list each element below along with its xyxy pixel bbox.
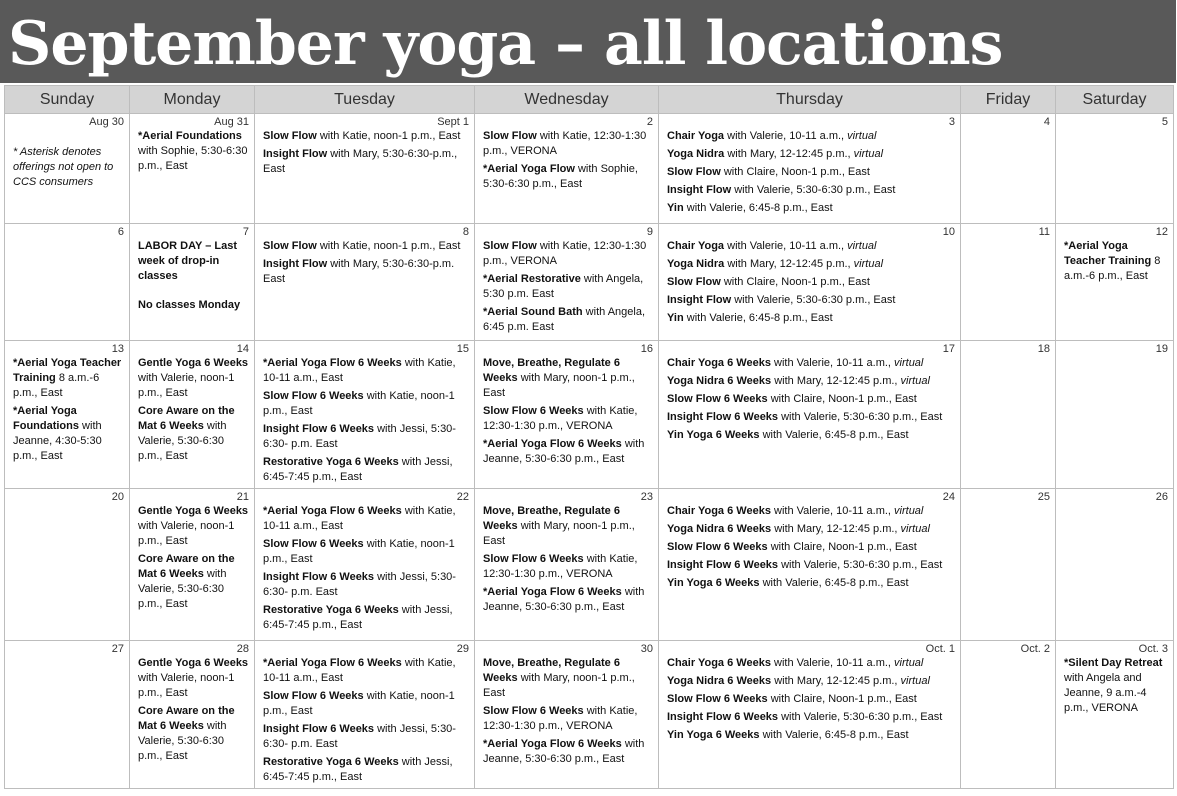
class-detail: with Claire, Noon-1 p.m., East bbox=[767, 693, 917, 705]
class-location-virtual: virtual bbox=[900, 523, 930, 535]
day-cell bbox=[1056, 489, 1174, 641]
class-entry bbox=[667, 183, 955, 198]
class-entry bbox=[667, 201, 955, 216]
class-name: Gentle Yoga 6 Weeks bbox=[138, 505, 249, 517]
class-detail: with Katie, 12:30-1:30 p.m., VERONA bbox=[483, 130, 647, 157]
day-number: 9 bbox=[646, 226, 653, 238]
class-entry bbox=[667, 428, 955, 443]
class-entry bbox=[483, 552, 653, 582]
class-name: Chair Yoga 6 Weeks bbox=[667, 357, 771, 369]
class-name: Insight Flow 6 Weeks bbox=[667, 411, 779, 423]
day-cell bbox=[659, 641, 961, 789]
calendar-week-row bbox=[5, 114, 1174, 224]
class-detail: with Katie, 10-11 a.m., East bbox=[263, 505, 456, 532]
calendar-week-row bbox=[5, 489, 1174, 641]
day-cell bbox=[1056, 641, 1174, 789]
class-detail: with Valerie, noon-1 p.m., East bbox=[138, 520, 235, 547]
class-name: No classes Monday bbox=[138, 299, 241, 311]
class-detail: with Claire, Noon-1 p.m., East bbox=[720, 276, 870, 288]
class-location-virtual: virtual bbox=[894, 505, 924, 517]
class-detail: with Valerie, 5:30-6:30 p.m., East bbox=[138, 720, 227, 762]
day-cell bbox=[130, 641, 255, 789]
class-entry bbox=[138, 552, 249, 612]
weekday-header: Friday bbox=[961, 86, 1056, 114]
day-number: Sept 1 bbox=[437, 116, 469, 128]
class-name: Slow Flow 6 Weeks bbox=[667, 541, 768, 553]
class-name: Yin Yoga 6 Weeks bbox=[667, 429, 760, 441]
class-entry bbox=[667, 257, 955, 272]
class-name: Insight Flow bbox=[667, 184, 732, 196]
class-entry bbox=[263, 537, 469, 567]
class-name: Insight Flow 6 Weeks bbox=[263, 571, 375, 583]
class-entry bbox=[263, 147, 469, 177]
class-name: *Silent Day Retreat bbox=[1064, 657, 1163, 669]
class-name: Yin bbox=[667, 202, 684, 214]
weekday-header: Wednesday bbox=[475, 86, 659, 114]
class-location-virtual: virtual bbox=[894, 657, 924, 669]
weekday-header: Monday bbox=[130, 86, 255, 114]
class-detail: with Valerie, 5:30-6:30 p.m., East bbox=[138, 420, 227, 462]
class-entry bbox=[1064, 656, 1168, 716]
class-detail: with Katie, 12:30-1:30 p.m., VERONA bbox=[483, 405, 638, 432]
day-number: Aug 30 bbox=[89, 116, 124, 128]
class-entry bbox=[263, 257, 469, 287]
class-entry bbox=[667, 710, 955, 725]
class-entry bbox=[483, 239, 653, 269]
class-detail: with Valerie, noon-1 p.m., East bbox=[138, 372, 235, 399]
day-number: 10 bbox=[942, 226, 955, 238]
day-cell bbox=[1056, 341, 1174, 489]
class-name: Insight Flow bbox=[263, 148, 328, 160]
day-cell bbox=[130, 114, 255, 224]
class-name: Slow Flow 6 Weeks bbox=[667, 393, 768, 405]
class-detail: with Jessi, 5:30-6:30- p.m. East bbox=[263, 423, 456, 450]
class-detail: with Jeanne, 5:30-6:30 p.m., East bbox=[483, 586, 645, 613]
class-name: *Aerial Yoga Flow bbox=[483, 163, 575, 175]
day-cell bbox=[255, 341, 475, 489]
weekday-header: Tuesday bbox=[255, 86, 475, 114]
class-entry bbox=[138, 504, 249, 549]
class-entry bbox=[138, 356, 249, 401]
class-detail: with Mary, 12-12:45 p.m., bbox=[771, 375, 901, 387]
class-name: LABOR DAY – Last week of drop-in classes bbox=[138, 240, 238, 282]
class-entry bbox=[263, 455, 469, 485]
day-number: 29 bbox=[456, 643, 469, 655]
day-number: Oct. 1 bbox=[925, 643, 955, 655]
class-detail: with Valerie, 5:30-6:30 p.m., East bbox=[778, 711, 943, 723]
class-entry bbox=[13, 356, 124, 401]
class-entry bbox=[483, 305, 653, 335]
class-entry bbox=[483, 272, 653, 302]
class-name: *Aerial Yoga Flow 6 Weeks bbox=[483, 586, 622, 598]
class-detail: with Valerie, 10-11 a.m., bbox=[724, 240, 848, 252]
class-detail: with Mary, 5:30-6:30-p.m., East bbox=[263, 148, 458, 175]
day-cell bbox=[255, 489, 475, 641]
day-number: 7 bbox=[242, 226, 249, 238]
class-detail: with Katie, noon-1 p.m., East bbox=[263, 690, 455, 717]
weekday-header: Sunday bbox=[5, 86, 130, 114]
class-entry bbox=[263, 422, 469, 452]
page-title: September yoga – all locations bbox=[8, 9, 1003, 79]
class-entry bbox=[483, 162, 653, 192]
class-detail: with Angela, 5:30 p.m. East bbox=[483, 273, 644, 300]
class-name: Move, Breathe, Regulate 6 Weeks bbox=[483, 505, 620, 532]
class-detail: with Mary, 12-12:45 p.m., bbox=[771, 675, 901, 687]
day-number: 27 bbox=[111, 643, 124, 655]
weekday-header: Saturday bbox=[1056, 86, 1174, 114]
class-name: *Aerial Yoga Teacher Training bbox=[13, 357, 122, 384]
class-detail: with Jeanne, 5:30-6:30 p.m., East bbox=[483, 438, 645, 465]
class-detail: with Claire, Noon-1 p.m., East bbox=[767, 393, 917, 405]
class-entry bbox=[667, 674, 955, 689]
class-name: Chair Yoga bbox=[667, 240, 725, 252]
day-cell bbox=[961, 341, 1056, 489]
class-detail: with Jessi, 5:30-6:30- p.m. East bbox=[263, 571, 456, 598]
class-entry bbox=[667, 239, 955, 254]
calendar-week-row bbox=[5, 641, 1174, 789]
class-entry bbox=[667, 540, 955, 555]
day-cell bbox=[961, 489, 1056, 641]
class-detail: with Claire, Noon-1 p.m., East bbox=[767, 541, 917, 553]
class-entry bbox=[667, 293, 955, 308]
class-name: Yoga Nidra 6 Weeks bbox=[667, 675, 772, 687]
class-detail: with Angela and Jeanne, 9 a.m.-4 p.m., VERONA bbox=[1064, 672, 1147, 714]
class-entry bbox=[138, 404, 249, 464]
class-location-virtual: virtual bbox=[847, 130, 877, 142]
class-entry bbox=[1064, 239, 1168, 284]
class-name: Yoga Nidra 6 Weeks bbox=[667, 523, 772, 535]
class-detail: with Katie, 10-11 a.m., East bbox=[263, 357, 456, 384]
day-cell bbox=[961, 224, 1056, 341]
class-entry bbox=[483, 585, 653, 615]
class-name: Restorative Yoga 6 Weeks bbox=[263, 756, 399, 768]
class-detail: with Jessi, 6:45-7:45 p.m., East bbox=[263, 456, 453, 483]
class-name: Core Aware on the Mat 6 Weeks bbox=[138, 705, 235, 732]
day-number: 17 bbox=[942, 343, 955, 355]
class-name: Slow Flow 6 Weeks bbox=[263, 690, 364, 702]
day-number: 2 bbox=[646, 116, 653, 128]
day-number: 20 bbox=[111, 491, 124, 503]
class-location-virtual: virtual bbox=[900, 375, 930, 387]
day-number: 30 bbox=[640, 643, 653, 655]
class-name: *Aerial Yoga Flow 6 Weeks bbox=[483, 438, 622, 450]
day-cell bbox=[961, 641, 1056, 789]
day-number: 14 bbox=[236, 343, 249, 355]
class-entry bbox=[263, 689, 469, 719]
day-cell bbox=[659, 489, 961, 641]
class-entry bbox=[263, 129, 469, 144]
class-name: Yoga Nidra bbox=[667, 148, 725, 160]
calendar-week-row bbox=[5, 224, 1174, 341]
day-number: 5 bbox=[1161, 116, 1168, 128]
class-entry bbox=[667, 504, 955, 519]
class-name: Slow Flow bbox=[667, 276, 721, 288]
class-detail: with Mary, 12-12:45 p.m., bbox=[724, 148, 854, 160]
class-entry bbox=[667, 728, 955, 743]
class-detail: with Mary, noon-1 p.m., East bbox=[483, 520, 635, 547]
class-name: Restorative Yoga 6 Weeks bbox=[263, 604, 399, 616]
day-number: 21 bbox=[236, 491, 249, 503]
class-name: Yoga Nidra bbox=[667, 258, 725, 270]
asterisk-note: * Asterisk denotes offerings not open to CCS consumers bbox=[13, 146, 114, 188]
day-number: 3 bbox=[948, 116, 955, 128]
class-entry bbox=[138, 704, 249, 764]
class-name: *Aerial Yoga Flow 6 Weeks bbox=[263, 357, 402, 369]
day-number: 4 bbox=[1043, 116, 1050, 128]
day-number: 13 bbox=[111, 343, 124, 355]
class-entry bbox=[263, 656, 469, 686]
class-detail: with Valerie, 6:45-8 p.m., East bbox=[759, 429, 909, 441]
class-name: Chair Yoga 6 Weeks bbox=[667, 657, 771, 669]
class-entry bbox=[483, 129, 653, 159]
day-cell bbox=[5, 489, 130, 641]
day-cell bbox=[659, 114, 961, 224]
class-entry bbox=[483, 704, 653, 734]
day-cell bbox=[5, 641, 130, 789]
class-name: Slow Flow bbox=[483, 130, 537, 142]
class-detail: with Valerie, 5:30-6:30 p.m., East bbox=[778, 559, 943, 571]
day-number: Aug 31 bbox=[214, 116, 249, 128]
day-number: 12 bbox=[1155, 226, 1168, 238]
class-name: Gentle Yoga 6 Weeks bbox=[138, 357, 249, 369]
class-detail: with Katie, 12:30-1:30 p.m., VERONA bbox=[483, 705, 638, 732]
class-detail: with Katie, noon-1 p.m., East bbox=[316, 130, 461, 142]
day-number: 11 bbox=[1038, 226, 1050, 238]
class-detail: with Valerie, 6:45-8 p.m., East bbox=[683, 202, 833, 214]
day-number: 24 bbox=[942, 491, 955, 503]
class-detail: with Jeanne, 5:30-6:30 p.m., East bbox=[483, 738, 645, 765]
class-entry bbox=[483, 437, 653, 467]
class-detail: with Mary, 12-12:45 p.m., bbox=[724, 258, 854, 270]
class-name: *Aerial Yoga Flow 6 Weeks bbox=[483, 738, 622, 750]
day-number: 18 bbox=[1037, 343, 1050, 355]
class-name: *Aerial Yoga Teacher Training bbox=[1064, 240, 1152, 267]
class-name: Slow Flow 6 Weeks bbox=[483, 553, 584, 565]
class-entry bbox=[667, 356, 955, 371]
day-number: 26 bbox=[1155, 491, 1168, 503]
class-detail: with Valerie, 5:30-6:30 p.m., East bbox=[731, 184, 896, 196]
day-cell bbox=[475, 114, 659, 224]
class-entry bbox=[667, 692, 955, 707]
class-entry bbox=[138, 298, 249, 313]
day-number: 22 bbox=[456, 491, 469, 503]
class-name: Core Aware on the Mat 6 Weeks bbox=[138, 553, 235, 580]
day-cell bbox=[255, 224, 475, 341]
class-name: *Aerial Sound Bath bbox=[483, 306, 583, 318]
class-name: Chair Yoga 6 Weeks bbox=[667, 505, 771, 517]
class-detail: with Valerie, 10-11 a.m., bbox=[724, 130, 848, 142]
day-cell bbox=[130, 489, 255, 641]
class-name: Move, Breathe, Regulate 6 Weeks bbox=[483, 357, 620, 384]
class-entry bbox=[667, 275, 955, 290]
class-name: Insight Flow 6 Weeks bbox=[667, 559, 779, 571]
class-name: Yin bbox=[667, 312, 684, 324]
day-number: Oct. 2 bbox=[1020, 643, 1050, 655]
class-location-virtual: virtual bbox=[847, 240, 877, 252]
class-detail: with Valerie, 10-11 a.m., bbox=[770, 657, 895, 669]
class-entry bbox=[483, 656, 653, 701]
class-detail: with Katie, noon-1 p.m., East bbox=[263, 538, 455, 565]
class-name: Insight Flow 6 Weeks bbox=[263, 723, 375, 735]
class-name: Restorative Yoga 6 Weeks bbox=[263, 456, 399, 468]
day-cell bbox=[475, 641, 659, 789]
class-detail: with Mary, 12-12:45 p.m., bbox=[771, 523, 901, 535]
class-name: Yin Yoga 6 Weeks bbox=[667, 577, 760, 589]
class-entry bbox=[667, 165, 955, 180]
class-detail: with Sophie, 5:30-6:30 p.m., East bbox=[483, 163, 638, 190]
class-name: Slow Flow 6 Weeks bbox=[263, 390, 364, 402]
day-number: 28 bbox=[236, 643, 249, 655]
day-cell bbox=[5, 114, 130, 224]
class-detail: with Jessi, 6:45-7:45 p.m., East bbox=[263, 756, 453, 783]
class-entry bbox=[263, 239, 469, 254]
class-entry bbox=[667, 576, 955, 591]
day-number: Oct. 3 bbox=[1138, 643, 1168, 655]
day-number: 25 bbox=[1037, 491, 1050, 503]
class-detail: with Valerie, 5:30-6:30 p.m., East bbox=[778, 411, 943, 423]
class-detail: with Valerie, 5:30-6:30 p.m., East bbox=[138, 568, 227, 610]
class-entry bbox=[138, 239, 249, 284]
class-entry bbox=[13, 404, 124, 464]
day-cell bbox=[659, 341, 961, 489]
class-detail: with Valerie, 10-11 a.m., bbox=[770, 357, 895, 369]
class-detail: with Valerie, 5:30-6:30 p.m., East bbox=[731, 294, 896, 306]
class-location-virtual: virtual bbox=[894, 357, 924, 369]
class-entry bbox=[667, 656, 955, 671]
class-entry bbox=[263, 389, 469, 419]
class-detail: with Jessi, 6:45-7:45 p.m., East bbox=[263, 604, 453, 631]
class-location-virtual: virtual bbox=[853, 148, 884, 160]
class-entry bbox=[138, 129, 249, 174]
class-detail: 8 a.m.-6 p.m., East bbox=[1064, 255, 1161, 282]
calendar-grid bbox=[4, 85, 1174, 789]
class-name: Slow Flow bbox=[263, 240, 317, 252]
class-entry bbox=[667, 311, 955, 326]
class-entry bbox=[263, 504, 469, 534]
class-location-virtual: virtual bbox=[853, 258, 884, 270]
class-entry bbox=[483, 737, 653, 767]
class-name: Insight Flow bbox=[667, 294, 732, 306]
day-cell bbox=[475, 489, 659, 641]
class-detail: with Katie, 10-11 a.m., East bbox=[263, 657, 456, 684]
class-name: Slow Flow 6 Weeks bbox=[263, 538, 364, 550]
day-number: 8 bbox=[462, 226, 469, 238]
day-number: 15 bbox=[456, 343, 469, 355]
class-name: *Aerial Yoga Foundations bbox=[13, 405, 79, 432]
class-detail: with Jessi, 5:30-6:30- p.m. East bbox=[263, 723, 456, 750]
weekday-header-row bbox=[5, 86, 1174, 114]
class-detail: 8 a.m.-6 p.m., East bbox=[13, 372, 100, 399]
class-name: *Aerial Yoga Flow 6 Weeks bbox=[263, 657, 402, 669]
day-cell bbox=[659, 224, 961, 341]
class-name: Core Aware on the Mat 6 Weeks bbox=[138, 405, 235, 432]
class-detail: with Valerie, noon-1 p.m., East bbox=[138, 672, 235, 699]
day-number: 23 bbox=[640, 491, 653, 503]
class-detail: with Katie, noon-1 p.m., East bbox=[316, 240, 461, 252]
class-name: Slow Flow bbox=[263, 130, 317, 142]
day-cell bbox=[255, 641, 475, 789]
class-entry bbox=[263, 603, 469, 633]
class-entry bbox=[667, 410, 955, 425]
day-cell bbox=[1056, 114, 1174, 224]
day-cell bbox=[130, 224, 255, 341]
day-cell bbox=[961, 114, 1056, 224]
class-entry bbox=[667, 147, 955, 162]
class-detail: with Valerie, 6:45-8 p.m., East bbox=[759, 729, 909, 741]
class-name: Chair Yoga bbox=[667, 130, 725, 142]
class-entry bbox=[263, 356, 469, 386]
class-entry bbox=[263, 755, 469, 785]
day-number: 6 bbox=[117, 226, 124, 238]
class-detail: with Katie, 12:30-1:30 p.m., VERONA bbox=[483, 553, 638, 580]
class-entry bbox=[483, 404, 653, 434]
class-detail: with Mary, noon-1 p.m., East bbox=[483, 372, 635, 399]
class-name: Yin Yoga 6 Weeks bbox=[667, 729, 760, 741]
class-detail: with Mary, 5:30-6:30-p.m. East bbox=[263, 258, 455, 285]
day-cell bbox=[130, 341, 255, 489]
day-number: 16 bbox=[640, 343, 653, 355]
class-entry bbox=[667, 129, 955, 144]
class-detail: with Valerie, 6:45-8 p.m., East bbox=[683, 312, 833, 324]
class-name: Slow Flow 6 Weeks bbox=[483, 705, 584, 717]
calendar-week-row bbox=[5, 341, 1174, 489]
class-detail: with Claire, Noon-1 p.m., East bbox=[720, 166, 870, 178]
day-number: 19 bbox=[1155, 343, 1168, 355]
class-name: Insight Flow bbox=[263, 258, 328, 270]
class-name: *Aerial Yoga Flow 6 Weeks bbox=[263, 505, 402, 517]
class-entry bbox=[667, 522, 955, 537]
class-name: Insight Flow 6 Weeks bbox=[667, 711, 779, 723]
class-detail: with Mary, noon-1 p.m., East bbox=[483, 672, 635, 699]
day-cell bbox=[475, 224, 659, 341]
weekday-header: Thursday bbox=[659, 86, 961, 114]
class-detail: with Katie, noon-1 p.m., East bbox=[263, 390, 455, 417]
class-entry bbox=[667, 558, 955, 573]
day-cell bbox=[5, 341, 130, 489]
class-entry bbox=[667, 374, 955, 389]
class-name: *Aerial Restorative bbox=[483, 273, 581, 285]
class-detail: with Valerie, 10-11 a.m., bbox=[770, 505, 895, 517]
day-cell bbox=[1056, 224, 1174, 341]
day-cell bbox=[5, 224, 130, 341]
class-entry bbox=[263, 570, 469, 600]
class-entry bbox=[667, 392, 955, 407]
class-entry bbox=[483, 356, 653, 401]
class-name: Slow Flow bbox=[667, 166, 721, 178]
class-entry bbox=[263, 722, 469, 752]
day-cell bbox=[255, 114, 475, 224]
class-name: Insight Flow 6 Weeks bbox=[263, 423, 375, 435]
day-cell bbox=[475, 341, 659, 489]
class-name: Slow Flow bbox=[483, 240, 537, 252]
class-name: Slow Flow 6 Weeks bbox=[667, 693, 768, 705]
class-detail: with Katie, 12:30-1:30 p.m., VERONA bbox=[483, 240, 647, 267]
class-detail: with Valerie, 6:45-8 p.m., East bbox=[759, 577, 909, 589]
class-entry bbox=[483, 504, 653, 549]
class-entry bbox=[138, 656, 249, 701]
class-name: *Aerial Foundations bbox=[138, 130, 242, 142]
class-name: Move, Breathe, Regulate 6 Weeks bbox=[483, 657, 620, 684]
class-detail: with Jeanne, 4:30-5:30 p.m., East bbox=[13, 420, 102, 462]
class-name: Gentle Yoga 6 Weeks bbox=[138, 657, 249, 669]
class-name: Yoga Nidra 6 Weeks bbox=[667, 375, 772, 387]
class-detail: with Angela, 6:45 p.m. East bbox=[483, 306, 645, 333]
title-banner bbox=[0, 0, 1176, 83]
class-location-virtual: virtual bbox=[900, 675, 930, 687]
class-name: Slow Flow 6 Weeks bbox=[483, 405, 584, 417]
class-detail: with Sophie, 5:30-6:30 p.m., East bbox=[138, 145, 248, 172]
